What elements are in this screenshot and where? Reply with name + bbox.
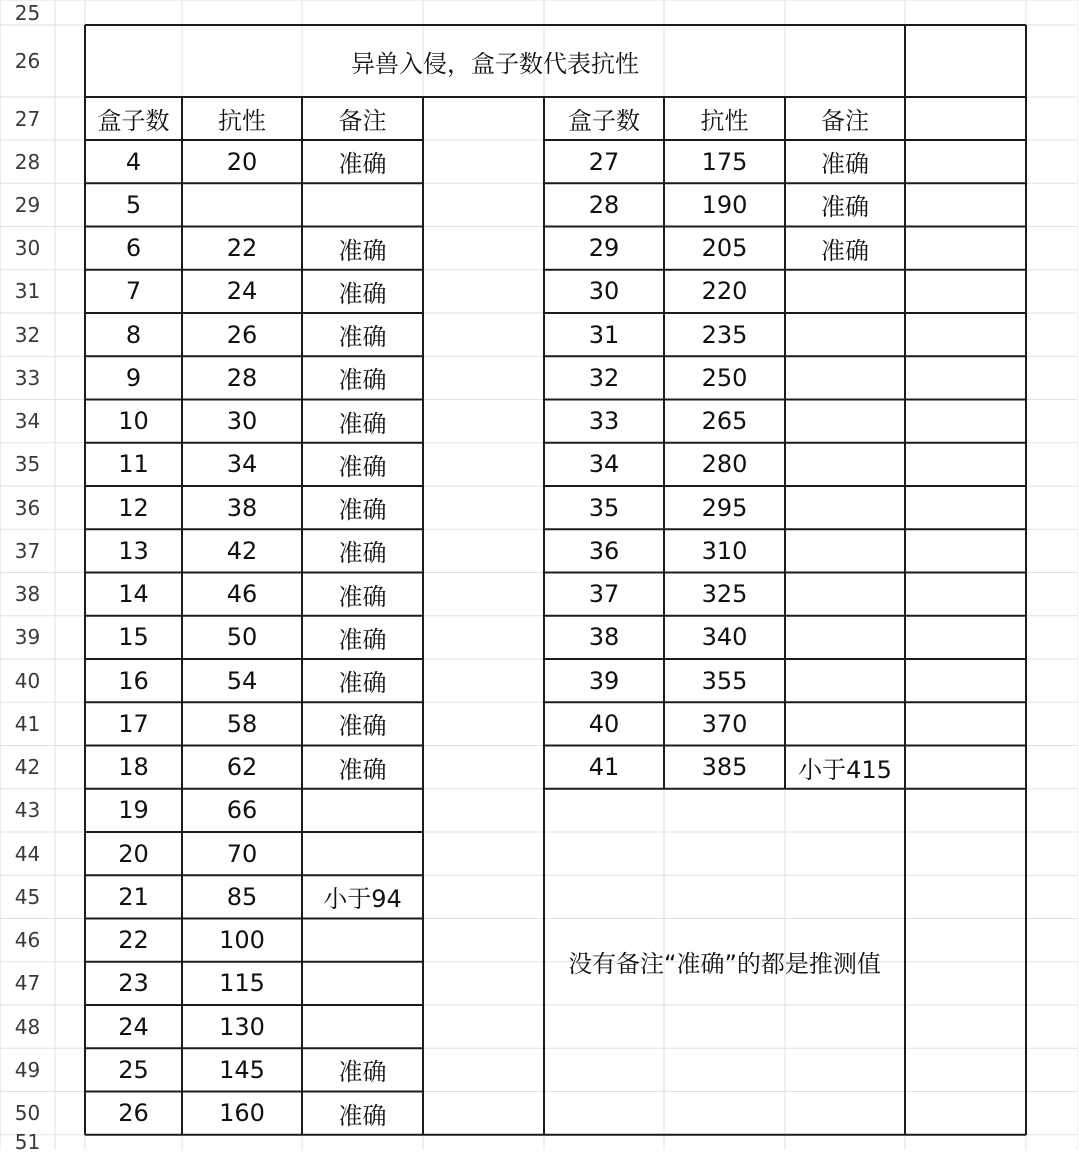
resistance-cell[interactable] [182, 183, 302, 226]
remark-cell[interactable] [785, 443, 905, 486]
row-number[interactable]: 43 [14, 798, 41, 823]
resistance-cell[interactable]: 385 [701, 753, 748, 782]
resistance-cell[interactable]: 54 [226, 666, 258, 695]
box-count-cell[interactable]: 29 [588, 234, 620, 263]
remark-cell[interactable] [785, 270, 905, 313]
row-number[interactable]: 25 [14, 0, 41, 25]
resistance-cell[interactable]: 370 [701, 709, 748, 738]
box-count-cell[interactable]: 17 [118, 709, 149, 738]
row-number[interactable]: 51 [14, 1130, 41, 1154]
remark-cell[interactable] [785, 659, 905, 702]
resistance-cell[interactable]: 22 [226, 234, 258, 263]
row-number[interactable]: 48 [14, 1014, 41, 1039]
resistance-cell[interactable]: 34 [226, 450, 258, 479]
resistance-cell[interactable]: 20 [226, 147, 258, 176]
header-box-count-left[interactable]: 盒子数 [97, 107, 170, 135]
remark-cell[interactable] [785, 702, 905, 745]
box-count-cell[interactable]: 34 [588, 450, 620, 479]
row-number[interactable]: 32 [14, 322, 41, 347]
row-number[interactable]: 38 [14, 582, 41, 607]
resistance-cell[interactable]: 42 [226, 536, 258, 565]
resistance-cell[interactable]: 325 [701, 580, 748, 609]
resistance-cell[interactable]: 66 [226, 796, 258, 825]
remark-cell[interactable]: 准确 [338, 496, 387, 525]
remark-cell[interactable]: 准确 [821, 193, 869, 222]
resistance-cell[interactable]: 175 [701, 147, 748, 176]
remark-cell[interactable]: 准确 [338, 539, 387, 568]
row-number[interactable]: 37 [14, 538, 41, 563]
remark-cell[interactable]: 准确 [338, 669, 387, 698]
box-count-cell[interactable]: 24 [118, 1012, 149, 1041]
resistance-cell[interactable]: 235 [701, 320, 748, 349]
box-count-cell[interactable]: 41 [588, 753, 620, 782]
box-count-cell[interactable]: 9 [125, 363, 142, 392]
box-count-cell[interactable]: 8 [125, 320, 142, 349]
remark-cell[interactable]: 准确 [821, 150, 869, 179]
row-number[interactable]: 27 [14, 106, 41, 131]
row-number[interactable]: 36 [14, 495, 41, 520]
remark-cell[interactable]: 准确 [338, 452, 387, 481]
resistance-cell[interactable]: 50 [226, 623, 258, 652]
remark-cell[interactable] [785, 616, 905, 659]
row-number[interactable]: 49 [14, 1057, 41, 1082]
row-number[interactable]: 29 [14, 192, 41, 217]
box-count-cell[interactable]: 11 [118, 450, 149, 479]
remark-cell[interactable]: 准确 [338, 236, 387, 265]
guess-note[interactable]: 没有备注“准确”的都是推测值 [568, 950, 881, 979]
box-count-cell[interactable]: 31 [588, 320, 620, 349]
box-count-cell[interactable]: 21 [118, 882, 149, 911]
resistance-cell[interactable]: 190 [701, 190, 748, 219]
resistance-cell[interactable]: 145 [219, 1055, 265, 1084]
remark-cell[interactable] [785, 486, 905, 529]
remark-cell[interactable]: 准确 [338, 582, 387, 611]
box-count-cell[interactable]: 18 [118, 753, 149, 782]
resistance-cell[interactable]: 28 [226, 363, 258, 392]
box-count-cell[interactable]: 40 [588, 709, 620, 738]
row-number[interactable]: 42 [14, 755, 41, 780]
box-count-cell[interactable]: 27 [588, 147, 620, 176]
row-number[interactable]: 50 [14, 1101, 41, 1126]
remark-cell[interactable]: 准确 [338, 1101, 387, 1130]
box-count-cell[interactable]: 35 [588, 493, 620, 522]
remark-cell[interactable] [302, 919, 423, 962]
row-number[interactable]: 31 [14, 279, 41, 304]
box-count-cell[interactable]: 19 [118, 796, 149, 825]
row-number[interactable]: 47 [14, 971, 41, 996]
remark-cell[interactable] [785, 573, 905, 616]
resistance-cell[interactable]: 130 [219, 1012, 265, 1041]
resistance-cell[interactable]: 265 [701, 407, 748, 436]
row-number[interactable]: 44 [14, 841, 41, 866]
header-resistance-right[interactable]: 抗性 [700, 107, 749, 135]
box-count-cell[interactable]: 23 [118, 969, 149, 998]
remark-cell[interactable]: 准确 [338, 279, 387, 308]
row-number[interactable]: 39 [14, 625, 41, 650]
resistance-cell[interactable]: 46 [226, 580, 258, 609]
box-count-cell[interactable]: 15 [118, 623, 149, 652]
resistance-cell[interactable]: 85 [226, 882, 258, 911]
remark-cell[interactable]: 准确 [338, 755, 387, 784]
box-count-cell[interactable]: 13 [118, 536, 149, 565]
row-number[interactable]: 28 [14, 149, 41, 174]
box-count-cell[interactable]: 20 [118, 839, 149, 868]
box-count-cell[interactable]: 22 [118, 926, 149, 955]
row-number[interactable]: 34 [14, 409, 41, 434]
box-count-cell[interactable]: 38 [588, 623, 620, 652]
box-count-cell[interactable]: 36 [588, 536, 620, 565]
remark-cell[interactable]: 准确 [338, 323, 387, 352]
resistance-cell[interactable]: 115 [219, 969, 265, 998]
resistance-cell[interactable]: 30 [226, 407, 258, 436]
header-resistance-left[interactable]: 抗性 [218, 107, 266, 135]
remark-cell[interactable] [302, 832, 423, 875]
box-count-cell[interactable]: 33 [588, 407, 620, 436]
resistance-cell[interactable]: 24 [226, 277, 258, 306]
remark-cell[interactable]: 准确 [338, 366, 387, 395]
resistance-cell[interactable]: 100 [219, 926, 265, 955]
resistance-cell[interactable]: 38 [226, 493, 258, 522]
remark-cell[interactable]: 准确 [338, 1058, 387, 1087]
remark-cell[interactable]: 小于94 [323, 885, 402, 914]
remark-cell[interactable]: 准确 [821, 236, 869, 265]
box-count-cell[interactable]: 5 [125, 190, 142, 219]
box-count-cell[interactable]: 12 [118, 493, 149, 522]
resistance-cell[interactable]: 220 [701, 277, 748, 306]
header-box-count-right[interactable]: 盒子数 [568, 107, 640, 135]
resistance-cell[interactable]: 70 [226, 839, 258, 868]
row-number[interactable]: 46 [14, 928, 41, 953]
row-number[interactable]: 33 [14, 365, 41, 390]
row-number[interactable]: 35 [14, 452, 41, 477]
row-number[interactable]: 41 [14, 711, 41, 736]
remark-cell[interactable] [785, 529, 905, 572]
box-count-cell[interactable]: 14 [118, 580, 149, 609]
resistance-cell[interactable]: 62 [226, 753, 258, 782]
box-count-cell[interactable]: 26 [118, 1099, 149, 1128]
box-count-cell[interactable]: 4 [125, 147, 142, 176]
remark-cell[interactable]: 小于415 [798, 755, 892, 784]
box-count-cell[interactable]: 25 [118, 1055, 149, 1084]
resistance-cell[interactable]: 205 [701, 234, 748, 263]
resistance-cell[interactable]: 58 [226, 709, 258, 738]
remark-cell[interactable] [302, 789, 423, 832]
resistance-cell[interactable]: 280 [701, 450, 748, 479]
resistance-cell[interactable]: 340 [701, 623, 748, 652]
header-remark-right[interactable]: 备注 [821, 107, 869, 135]
remark-cell[interactable]: 准确 [338, 409, 387, 438]
remark-cell[interactable] [785, 356, 905, 399]
remark-cell[interactable] [302, 1005, 423, 1048]
row-number[interactable]: 26 [14, 49, 41, 73]
resistance-cell[interactable]: 250 [701, 363, 748, 392]
box-count-cell[interactable]: 7 [125, 277, 142, 306]
box-count-cell[interactable]: 6 [125, 234, 142, 263]
remark-cell[interactable]: 准确 [338, 150, 387, 179]
remark-cell[interactable] [785, 313, 905, 356]
box-count-cell[interactable]: 37 [588, 580, 620, 609]
box-count-cell[interactable]: 16 [118, 666, 149, 695]
remark-cell[interactable] [785, 400, 905, 443]
box-count-cell[interactable]: 32 [588, 363, 620, 392]
resistance-cell[interactable]: 295 [701, 493, 748, 522]
header-remark-left[interactable]: 备注 [338, 107, 387, 135]
remark-cell[interactable]: 准确 [338, 625, 387, 654]
row-number[interactable]: 30 [14, 236, 41, 261]
remark-cell[interactable]: 准确 [338, 712, 387, 741]
row-number[interactable]: 40 [14, 668, 41, 693]
box-count-cell[interactable]: 28 [588, 190, 620, 219]
resistance-cell[interactable]: 160 [219, 1099, 265, 1128]
remark-cell[interactable] [302, 962, 423, 1005]
resistance-cell[interactable]: 355 [701, 666, 748, 695]
row-number[interactable]: 45 [14, 884, 41, 909]
box-count-cell[interactable]: 10 [118, 407, 149, 436]
table-title[interactable]: 异兽入侵，盒子数代表抗性 [351, 49, 639, 78]
remark-cell[interactable] [302, 183, 423, 226]
box-count-cell[interactable]: 30 [588, 277, 620, 306]
resistance-cell[interactable]: 26 [226, 320, 258, 349]
resistance-cell[interactable]: 310 [701, 536, 748, 565]
box-count-cell[interactable]: 39 [588, 666, 620, 695]
